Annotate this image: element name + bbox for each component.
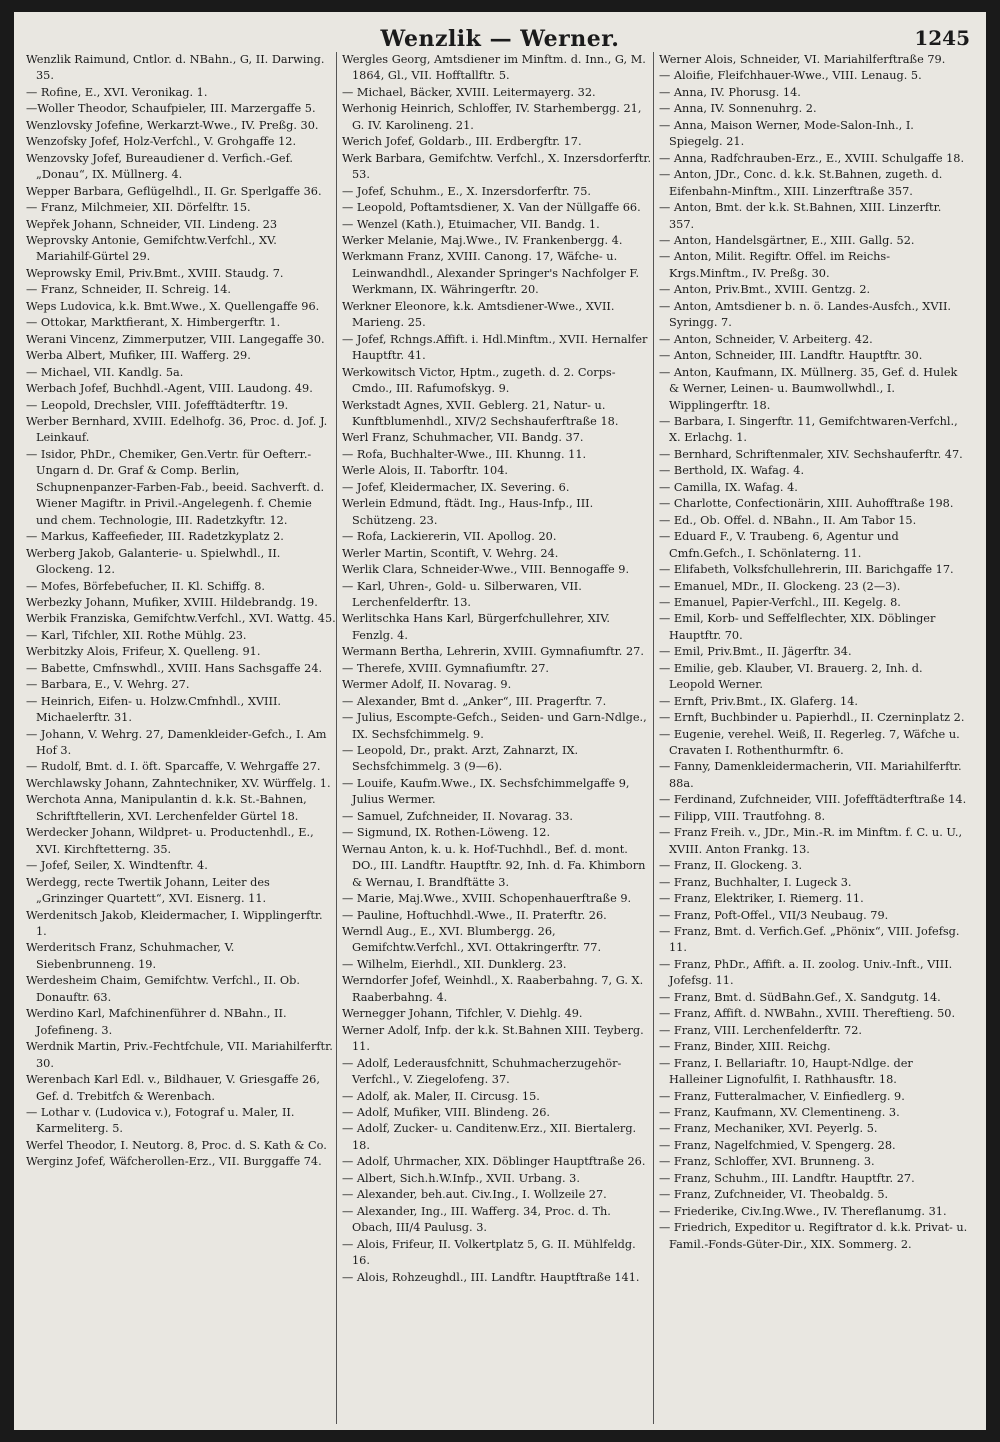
directory-entry: Werkmann Franz, XVIII. Canong. 17, Wäfche- u. Leinwandhdl., Alexander Springer's Nachfolger F. Werkmann, IX. Währingerftr. 20. — [342, 250, 640, 297]
directory-entry: — Berthold, IX. Wafag. 4. — [659, 464, 805, 478]
directory-entry: Werba Albert, Mufiker, III. Wafferg. 29. — [26, 349, 251, 363]
directory-entry: — Emil, Korb- und Seffelflechter, XIX. Döblinger Hauptftr. 70. — [659, 612, 936, 642]
directory-entry: Werle Alois, II. Taborftr. 104. — [342, 464, 508, 478]
directory-entry: — Franz, Buchhalter, I. Lugeck 3. — [659, 875, 852, 889]
directory-entry: — Marie, Maj.Wwe., XVIII. Schopenhauerftraße 9. — [342, 892, 632, 906]
directory-entry: — Anton, Schneider, V. Arbeiterg. 42. — [659, 332, 873, 346]
directory-entry: — Franz, Futteralmacher, V. Einfiedlerg. 9. — [659, 1089, 905, 1103]
directory-entry: — Anton, JDr., Conc. d. k.k. St.Bahnen, zugeth. d. Eifenbahn-Minftm., XIII. Linzerftraße 357. — [659, 168, 943, 198]
directory-entry: — Emilie, geb. Klauber, VI. Brauerg. 2, Inh. d. Leopold Werner. — [659, 661, 923, 692]
directory-entry: — Alois, Rohzeughdl., III. Landftr. Hauptftraße 141. — [342, 1270, 640, 1284]
directory-entry: — Franz Freih. v., JDr., Min.-R. im Minftm. f. C. u. U., XVIII. Anton Frankg. 13. — [659, 826, 963, 856]
directory-entry: — Markus, Kaffeefieder, III. Radetzkyplatz 2. — [26, 530, 284, 544]
column-divider — [653, 52, 654, 1424]
directory-entry: Werlik Clara, Schneider-Wwe., VIII. Bennogaffe 9. — [342, 563, 630, 577]
directory-entry: Wergles Georg, Amtsdiener im Minftm. d. Inn., G, M. 1864, Gl., VII. Hofftallftr. 5. — [342, 53, 646, 83]
directory-entry: — Franz, Zufchneider, VI. Theobaldg. 5. — [659, 1188, 889, 1202]
directory-entry: — Franz, Kaufmann, XV. Clementineng. 3. — [659, 1106, 900, 1119]
directory-entry: — Franz, Affift. d. NWBahn., XVIII. Thereftieng. 50. — [659, 1007, 956, 1021]
directory-entry: Werbezky Johann, Mufiker, XVIII. Hildebrandg. 19. — [26, 595, 318, 609]
directory-page — [14, 12, 986, 1430]
directory-entry: — Camilla, IX. Wafag. 4. — [659, 480, 798, 494]
directory-entry: — Babette, Cmfnswhdl., XVIII. Hans Sachsgaffe 24. — [26, 661, 323, 675]
directory-entry: — Wilhelm, Eierhdl., XII. Dunklerg. 23. — [342, 957, 567, 971]
directory-entry: Werbach Jofef, Buchhdl.-Agent, VIII. Laudong. 49. — [26, 382, 313, 396]
column-3 — [659, 52, 969, 1424]
directory-entry: — Franz, Bmt. d. SüdBahn.Gef., X. Sandgutg. 14. — [659, 990, 941, 1004]
directory-entry: — Wenzel (Kath.), Etuimacher, VII. Bandg. 1. — [342, 217, 600, 231]
directory-entry: — Anna, Radfchrauben-Erz., E., XVIII. Schulgaffe 18. — [659, 151, 965, 165]
directory-entry: — Anton, Kaufmann, IX. Müllnerg. 35, Gef. d. Hulek & Werner, Leinen- u. Baumwollwhdl., I. Wipplingerftr. 18. — [659, 365, 958, 412]
directory-entry: — Ernft, Priv.Bmt., IX. Glaferg. 14. — [659, 694, 858, 708]
directory-entry: — Franz, Nagelfchmied, V. Spengerg. 28. — [659, 1138, 896, 1152]
directory-entry: — Fanny, Damenkleidermacherin, VII. Mariahilferftr. 88a. — [659, 760, 962, 790]
directory-entry: — Jofef, Rchngs.Affift. i. Hdl.Minftm., XVII. Hernalfer Hauptftr. 41. — [342, 332, 648, 363]
directory-entry: — Filipp, VIII. Trautfohng. 8. — [659, 809, 826, 823]
directory-entry: Werdesheim Chaim, Gemifchtw. Verfchl., II. Ob. Donauftr. 63. — [26, 974, 300, 1004]
directory-entry: Werkstadt Agnes, XVII. Geblerg. 21, Natur- u. Kunftblumenhdl., XIV/2 Sechshauferftraße 18. — [342, 398, 619, 428]
directory-entry: — Anna, IV. Phorusg. 14. — [659, 85, 801, 99]
directory-entry: — Anton, Priv.Bmt., XVIII. Gentzg. 2. — [659, 283, 871, 297]
directory-entry: — Franz, Mechaniker, XVI. Peyerlg. 5. — [659, 1122, 878, 1136]
directory-entry: — Ed., Ob. Offel. d. NBahn., II. Am Tabor 15. — [659, 513, 917, 527]
directory-entry: — Franz, Bmt. d. Verfich.Gef. „Phönix“, VIII. Jofefsg. 11. — [659, 925, 960, 955]
directory-entry: Werdecker Johann, Wildpret- u. Productenhdl., E., XVI. Kirchftetterng. 35. — [26, 826, 314, 856]
directory-entry: Werdegg, recte Twertik Johann, Leiter des „Grinzinger Quartett“, XVI. Eisnerg. 11. — [26, 875, 270, 906]
directory-entry: — Barbara, I. Singerftr. 11, Gemifchtwaren-Verfchl., X. Erlachg. 1. — [659, 414, 958, 445]
directory-entry: Werkowitsch Victor, Hptm., zugeth. d. 2. Corps-Cmdo., III. Rafumofskyg. 9. — [342, 365, 616, 396]
directory-entry: — Emanuel, MDr., II. Glockeng. 23 (2—3). — [659, 579, 901, 593]
directory-entry: Werfel Theodor, I. Neutorg. 8, Proc. d. S. Kath & Co. — [26, 1138, 327, 1152]
directory-entry: — Jofef, Kleidermacher, IX. Severing. 6. — [342, 480, 570, 494]
directory-entry: — Jofef, Seiler, X. Windtenftr. 4. — [26, 859, 208, 873]
directory-entry: — Franz, Elektriker, I. Riemerg. 11. — [659, 892, 864, 906]
directory-entry: — Emil, Priv.Bmt., II. Jägerftr. 34. — [659, 645, 852, 659]
page-title: Wenzlik — Werner. — [380, 26, 620, 52]
directory-entry: Werginz Jofef, Wäfcherollen-Erz., VII. Burggaffe 74. — [26, 1155, 322, 1169]
directory-entry: — Heinrich, Eifen- u. Holzw.Cmfnhdl., XVIII. Michaelerftr. 31. — [26, 694, 282, 725]
directory-entry: Werber Bernhard, XVIII. Edelhofg. 36, Proc. d. Jof. J. Leinkauf. — [26, 414, 328, 445]
directory-entry: Werenbach Karl Edl. v., Bildhauer, V. Griesgaffe 26, Gef. d. Trebitfch & Werenbach. — [26, 1073, 320, 1103]
directory-entry: — Ernft, Buchbinder u. Papierhdl., II. Czerninplatz 2. — [659, 711, 965, 725]
directory-entry: Werdino Karl, Mafchinenführer d. NBahn., II. Jofefineng. 3. — [26, 1007, 287, 1037]
directory-entry: — Rofine, E., XVI. Veronikag. 1. — [26, 85, 208, 99]
directory-entry: Werner Adolf, Infp. der k.k. St.Bahnen XIII. Teyberg. 11. — [342, 1023, 644, 1054]
directory-entry: — Therefe, XVIII. Gymnafiumftr. 27. — [342, 661, 549, 675]
directory-entry: — Leopold, Poftamtsdiener, X. Van der Nüllgaffe 66. — [342, 201, 641, 215]
directory-entry: Werbitzky Alois, Frifeur, X. Quelleng. 91. — [26, 645, 261, 659]
directory-entry: Werkner Eleonore, k.k. Amtsdiener-Wwe., XVII. Marieng. 25. — [342, 299, 615, 330]
directory-entry: — Adolf, Uhrmacher, XIX. Döblinger Hauptftraße 26. — [342, 1155, 646, 1169]
directory-entry: Wernegger Johann, Tifchler, V. Diehlg. 49. — [342, 1007, 583, 1021]
directory-entry: — Ottokar, Marktfierant, X. Himbergerftr. 1. — [26, 316, 281, 330]
directory-entry: Weprovsky Antonie, Gemifchtw.Verfchl., XV. Mariahilf-Gürtel 29. — [26, 233, 277, 264]
directory-entry: — Franz, Milchmeier, XII. Dörfelftr. 15. — [26, 201, 251, 215]
directory-entry: Werani Vincenz, Zimmerputzer, VIII. Langegaffe 30. — [26, 332, 325, 346]
directory-entry: Werberg Jakob, Galanterie- u. Spielwhdl., II. Glockeng. 12. — [26, 546, 281, 577]
directory-entry: — Barbara, E., V. Wehrg. 27. — [26, 678, 190, 692]
directory-entry: — Sigmund, IX. Rothen-Löweng. 12. — [342, 826, 551, 840]
directory-entry: Werl Franz, Schuhmacher, VII. Bandg. 37. — [342, 431, 584, 445]
directory-entry: — Alois, Frifeur, II. Volkertplatz 5, G. II. Mühlfeldg. 16. — [342, 1237, 636, 1268]
directory-entry: — Isidor, PhDr., Chemiker, Gen.Vertr. für Oefterr.-Ungarn d. Dr. Graf & Comp. Berlin, Schupnenpanzer-Farben-Fab., beeid. Sachverft. d. Wiener Magiftr. in Privil.-Angelegenh. f. Chemie und chem. Technologie, III. Radetzkyftr. 12. — [26, 447, 325, 527]
directory-entry: — Charlotte, Confectionärin, XIII. Auhofftraße 198. — [659, 497, 954, 511]
directory-entry: — Rofa, Buchhalter-Wwe., III. Khunng. 11. — [342, 447, 587, 461]
directory-entry: Wenzovsky Jofef, Bureaudiener d. Verfich.-Gef. „Donau“, IX. Müllnerg. 4. — [26, 151, 293, 182]
directory-entry: — Friederike, Civ.Ing.Wwe., IV. Thereflanumg. 31. — [659, 1204, 947, 1218]
directory-entry: — Franz, I. Bellariaftr. 10, Haupt-Ndlge. der Halleiner Lignofulfit, I. Rathhausftr. 18. — [659, 1056, 913, 1087]
directory-entry: — Adolf, Lederausfchnitt, Schuhmacherzugehör-Verfchl., V. Ziegelofeng. 37. — [342, 1056, 622, 1087]
directory-entry: Wenzlovsky Jofefine, Werkarzt-Wwe., IV. Preßg. 30. — [26, 118, 319, 132]
directory-entry: Wenzlik Raimund, Cntlor. d. NBahn., G, II. Darwing. 35. — [26, 53, 325, 83]
directory-entry: Werker Melanie, Maj.Wwe., IV. Frankenbergg. 4. — [342, 233, 623, 247]
directory-entry: — Ferdinand, Zufchneider, VIII. Jofefftädterftraße 14. — [659, 793, 967, 807]
directory-entry: Werich Jofef, Goldarb., III. Erdbergftr. 17. — [342, 135, 582, 149]
directory-entry: Wernau Anton, k. u. k. Hof-Tuchhdl., Bef. d. mont. DO., III. Landftr. Hauptftr. 92, Inh. d. Fa. Khimborn & Wernau, I. Brandftätte 3. — [342, 842, 646, 889]
column-divider — [336, 52, 337, 1424]
directory-entry: — Franz, Schneider, II. Schreig. 14. — [26, 283, 231, 297]
directory-entry: Werlitschka Hans Karl, Bürgerfchullehrer, XIV. Fenzlg. 4. — [342, 612, 610, 642]
directory-entry: — Alexander, Ing., III. Wafferg. 34, Proc. d. Th. Obach, III/4 Paulusg. 3. — [342, 1204, 611, 1235]
directory-entry: Wenzofsky Jofef, Holz-Verfchl., V. Grohgaffe 12. — [26, 135, 297, 149]
directory-entry: Werchota Anna, Manipulantin d. k.k. St.-Bahnen, Schriftftellerin, XVI. Lerchenfelder Gürtel 18. — [26, 793, 307, 823]
directory-entry: — Eduard F., V. Traubeng. 6, Agentur und Cmfn.Gefch., I. Schönlaterng. 11. — [659, 530, 899, 560]
directory-entry: — Leopold, Dr., prakt. Arzt, Zahnarzt, IX. Sechsfchimmelg. 3 (9—6). — [342, 744, 579, 774]
directory-entry: — Franz, Schloffer, XVI. Brunneng. 3. — [659, 1155, 875, 1169]
directory-entry: — Eugenie, verehel. Weiß, II. Regerleg. 7, Wäfche u. Cravaten I. Rothenthurmftr. 6. — [659, 727, 960, 758]
directory-entry: — Franz, PhDr., Affift. a. II. zoolog. Univ.-Inft., VIII. Jofefsg. 11. — [659, 957, 953, 988]
directory-entry: — Michael, Bäcker, XVIII. Leitermayerg. 32. — [342, 85, 596, 99]
directory-entry: — Samuel, Zufchneider, II. Novarag. 33. — [342, 809, 573, 823]
directory-entry: — Franz, VIII. Lerchenfelderftr. 72. — [659, 1023, 862, 1037]
directory-entry: — Alexander, Bmt d. „Anker“, III. Pragerftr. 7. — [342, 694, 607, 708]
directory-entry: — Pauline, Hoftuchhdl.-Wwe., II. Praterftr. 26. — [342, 908, 607, 922]
directory-entry: — Michael, VII. Kandlg. 5a. — [26, 365, 184, 379]
directory-entry: — Anton, Bmt. der k.k. St.Bahnen, XIII. Linzerftr. 357. — [659, 201, 942, 231]
directory-entry: — Jofef, Schuhm., E., X. Inzersdorferftr. 75. — [342, 184, 591, 198]
directory-entry: Werndorfer Jofef, Weinhdl., X. Raaberbahng. 7, G. X. Raaberbahng. 4. — [342, 974, 644, 1004]
directory-entry: — Mofes, Börfebefucher, II. Kl. Schiffg. 8. — [26, 579, 265, 593]
directory-entry: Weps Ludovica, k.k. Bmt.Wwe., X. Quellengaffe 96. — [26, 299, 320, 313]
directory-entry: Wermann Bertha, Lehrerin, XVIII. Gymnafiumftr. 27. — [342, 645, 644, 659]
directory-entry: — Johann, V. Wehrg. 27, Damenkleider-Gefch., I. Am Hof 3. — [26, 727, 327, 758]
directory-entry: — Franz, Schuhm., III. Landftr. Hauptftr. 27. — [659, 1171, 915, 1185]
directory-entry: — Albert, Sich.h.W.Infp., XVII. Urbang. 3. — [342, 1171, 580, 1185]
directory-entry: Werderitsch Franz, Schuhmacher, V. Siebenbrunneng. 19. — [26, 941, 235, 971]
directory-entry: —Woller Theodor, Schaufpieler, III. Marzergaffe 5. — [26, 102, 316, 116]
directory-entry: — Franz, Binder, XIII. Reichg. — [659, 1040, 831, 1054]
directory-entry: — Elifabeth, Volksfchullehrerin, III. Barichgaffe 17. — [659, 563, 954, 577]
page-number: 1245 — [914, 26, 970, 50]
directory-entry: Werlein Edmund, ftädt. Ing., Haus-Infp., III. Schützeng. 23. — [342, 497, 594, 527]
directory-entry: — Adolf, Mufiker, VIII. Blindeng. 26. — [342, 1106, 551, 1119]
column-2 — [342, 52, 652, 1424]
directory-entry: — Rudolf, Bmt. d. I. öft. Sparcaffe, V. Wehrgaffe 27. — [26, 760, 321, 774]
directory-entry: — Adolf, Zucker- u. Canditenw.Erz., XII. Biertalerg. 18. — [342, 1122, 637, 1152]
directory-entry: — Franz, II. Glockeng. 3. — [659, 859, 803, 873]
directory-entry: Werchlawsky Johann, Zahntechniker, XV. Würffelg. 1. — [26, 776, 331, 790]
directory-entry: Werndl Aug., E., XVI. Blumbergg. 26, Gemifchtw.Verfchl., XVI. Ottakringerftr. 77. — [342, 925, 602, 955]
directory-entry: — Louife, Kaufm.Wwe., IX. Sechsfchimmelgaffe 9, Julius Wermer. — [342, 776, 630, 807]
directory-entry: Werhonig Heinrich, Schloffer, IV. Starhembergg. 21, G. IV. Karolineng. 21. — [342, 102, 642, 132]
directory-entry: — Karl, Uhren-, Gold- u. Silberwaren, VII. Lerchenfelderftr. 13. — [342, 579, 582, 609]
directory-entry: — Franz, Poft-Offel., VII/3 Neubaug. 79. — [659, 908, 889, 922]
directory-entry: Werdnik Martin, Priv.-Fechtfchule, VII. Mariahilferftr. 30. — [26, 1040, 333, 1070]
directory-entry: — Adolf, ak. Maler, II. Circusg. 15. — [342, 1089, 540, 1103]
directory-entry: Wepřek Johann, Schneider, VII. Lindeng. 23 — [26, 217, 278, 231]
directory-entry: — Anna, IV. Sonnenuhrg. 2. — [659, 102, 817, 116]
directory-entry: — Leopold, Drechsler, VIII. Jofefftädterftr. 19. — [26, 398, 289, 412]
directory-entry: — Anna, Maison Werner, Mode-Salon-Inh., I. Spiegelg. 21. — [659, 118, 914, 149]
directory-entry: — Bernhard, Schriftenmaler, XIV. Sechshauferftr. 47. — [659, 447, 963, 461]
directory-entry: Weprowsky Emil, Priv.Bmt., XVIII. Staudg. 7. — [26, 266, 284, 280]
column-1 — [26, 52, 336, 1424]
directory-entry: — Karl, Tifchler, XII. Rothe Mühlg. 23. — [26, 628, 247, 642]
directory-entry: — Rofa, Lackiererin, VII. Apollog. 20. — [342, 530, 557, 544]
directory-entry: — Anton, Schneider, III. Landftr. Hauptftr. 30. — [659, 349, 923, 363]
directory-entry: — Alexander, beh.aut. Civ.Ing., I. Wollzeile 27. — [342, 1188, 607, 1202]
directory-entry: — Aloifie, Fleifchhauer-Wwe., VIII. Lenaug. 5. — [659, 69, 922, 83]
directory-entry: — Anton, Amtsdiener b. n. ö. Landes-Ausfch., XVII. Syringg. 7. — [659, 299, 952, 330]
directory-entry: — Friedrich, Expeditor u. Regiftrator d. k.k. Privat- u. Famil.-Fonds-Güter-Dir., XIX. Sommerg. 2. — [659, 1221, 968, 1251]
directory-entry: — Lothar v. (Ludovica v.), Fotograf u. Maler, II. Karmeliterg. 5. — [26, 1106, 295, 1136]
directory-entry: Wermer Adolf, II. Novarag. 9. — [342, 678, 512, 692]
directory-entry: Werbik Franziska, Gemifchtw.Verfchl., XVI. Wattg. 45. — [26, 612, 336, 626]
directory-entry: — Emanuel, Papier-Verfchl., III. Kegelg. 8. — [659, 595, 901, 609]
directory-entry: Wepper Barbara, Geflügelhdl., II. Gr. Sperlgaffe 36. — [26, 184, 322, 198]
directory-entry: Werler Martin, Scontift, V. Wehrg. 24. — [342, 546, 559, 560]
directory-entry: Werdenitsch Jakob, Kleidermacher, I. Wipplingerftr. 1. — [26, 908, 323, 939]
directory-entry: Werner Alois, Schneider, VI. Mariahilferftraße 79. — [659, 53, 946, 66]
directory-entry: — Anton, Milit. Regiftr. Offel. im Reichs-Krgs.Minftm., IV. Preßg. 30. — [659, 250, 891, 280]
directory-entry: — Anton, Handelsgärtner, E., XIII. Gallg. 52. — [659, 233, 915, 247]
directory-entry: Werk Barbara, Gemifchtw. Verfchl., X. Inzersdorferftr. 53. — [342, 151, 652, 182]
directory-entry: — Julius, Escompte-Gefch., Seiden- und Garn-Ndlge., IX. Sechsfchimmelg. 9. — [342, 711, 647, 741]
